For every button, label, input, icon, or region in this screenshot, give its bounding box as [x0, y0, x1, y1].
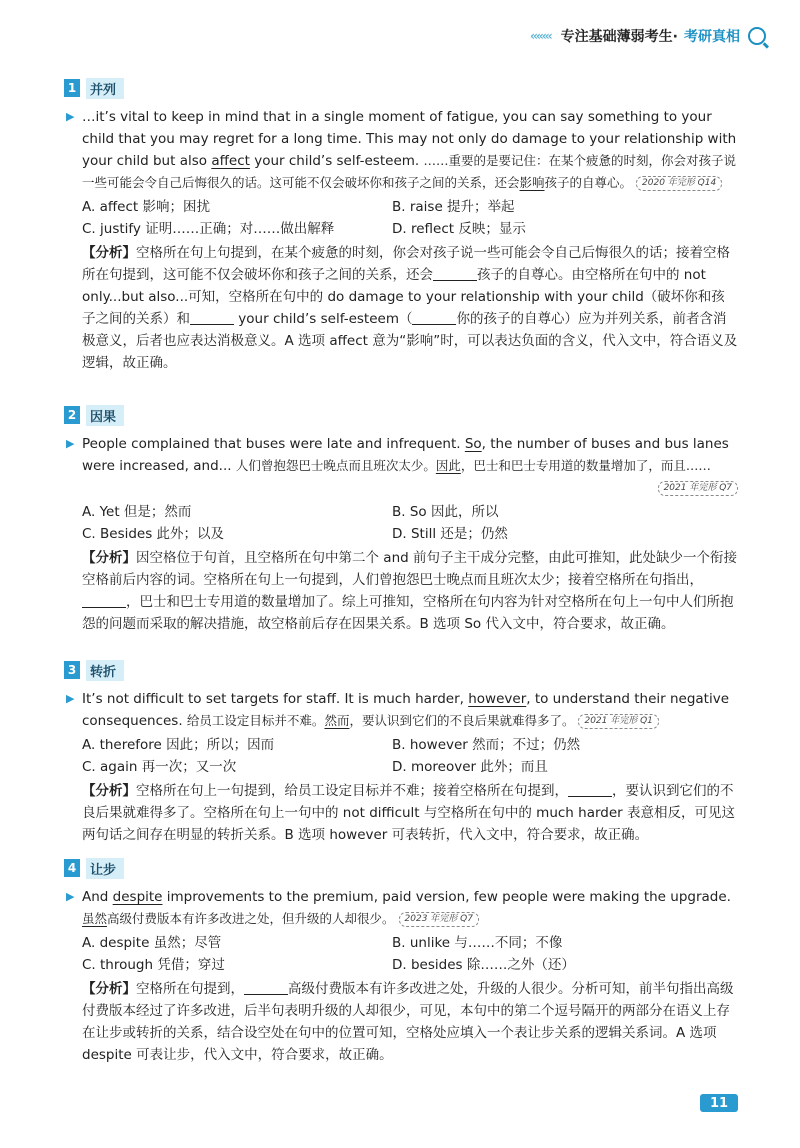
blank — [433, 268, 477, 281]
option-c: C. through 凭借；穿过 — [82, 957, 225, 973]
analysis-tag: 【分析】 — [82, 550, 136, 566]
analysis — [64, 978, 738, 1066]
analysis-text: 孩子的自尊心。由空格所在句中的 not only...but also...可知，空格所在句中的 do damage to your relationship with your child（破坏你和孩子之间的关系）和 — [82, 267, 725, 327]
section-number: 4 — [64, 859, 80, 877]
page-number: 11 — [700, 1094, 738, 1112]
section-3 — [64, 660, 738, 846]
chinese-text: 孩子的自尊心。 — [544, 175, 633, 190]
section-label: 转折 — [86, 660, 124, 681]
bullet-icon: ▶ — [66, 890, 75, 903]
english-text: , the number of buses and bus lanes were increased, and... — [82, 436, 729, 474]
chinese-text: ，要认识到它们的不良后果就难得多了。 — [349, 713, 575, 728]
analysis-text: 空格所在句上句提到，在某个疲惫的时刻，你会对孩子说一些可能会令自己后悔很久的话；接着空格所在句提到，这可能不仅会破坏你和孩子之间的关系，还会 — [82, 245, 730, 283]
analysis-tag: 【分析】 — [82, 783, 136, 799]
example-paragraph — [64, 433, 738, 499]
section-number: 1 — [64, 79, 80, 97]
analysis-text: 因空格位于句首，且空格所在句中第二个 and 前句子主干成分完整，由此可推知，此处缺少一个衔接空格前后内容的词。空格所在句上一句提到，人们曾抱怨巴士晚点而且班次太少；接着空格所在句指出， — [82, 550, 737, 588]
options — [64, 734, 738, 778]
option-b: B. however 然而；不过；仍然 — [392, 737, 581, 753]
chinese-keyword: 影响 — [519, 175, 545, 190]
analysis-text: ，要认识到它们的不良后果就难得多了。空格所在句上一句中的 not difficult 与空格所在句中的 much harder 表意相反，可见这两句话之间存在明显的转折关系。B 选项 however 可表转折，代入文中，符合要求，故正确。 — [82, 783, 736, 843]
option-a: A. affect 影响；困扰 — [82, 199, 210, 215]
analysis-text: 高级付费版本有许多改进之处，升级的人很少。分析可知，前半句指出高级付费版本经过了许多改进，后半句表明升级的人却很少，可见，本句中的第二个逗号隔开的两部分在语义上存在让步或转折的关系，结合设空处在句中的位置可知，空格处应填入一个表让步关系的逻辑关系词。A 选项 despite 可表让步，代入文中，符合要求，故正确。 — [82, 981, 734, 1063]
options — [64, 932, 738, 976]
section-title — [64, 405, 738, 425]
blank — [82, 595, 126, 608]
option-b: B. raise 提升；举起 — [392, 199, 515, 215]
header-title: 专注基础薄弱考生· — [560, 29, 678, 45]
analysis-text: your child’s self-esteem（ — [234, 311, 413, 327]
option-c: C. Besides 此外；以及 — [82, 526, 225, 542]
analysis-text: 空格所在句上一句提到，给员工设定目标并不难；接着空格所在句提到， — [136, 783, 568, 799]
option-d: D. Still 还是；仍然 — [392, 526, 508, 542]
option-c: C. justify 证明……正确；对……做出解释 — [82, 221, 335, 237]
header-title-accent: 考研真相 — [684, 29, 740, 45]
english-text: And — [82, 889, 113, 905]
analysis-tag: 【分析】 — [82, 981, 136, 997]
english-text: …it’s vital to keep in mind that in a single moment of fatigue, you can say something to your child that you may regret for a long time. This may not only do damage to your relationship with your child but also — [82, 109, 737, 169]
source-tag: 2021 年完形 Q7 — [658, 481, 738, 496]
analysis-text: 你的孩子的自尊心）应为并列关系，前者含消极意义，后者也应表达消极意义。A 选项 affect 意为“影响”时，可以表达负面的含义，代入文中，符合语义及逻辑，故正确。 — [82, 311, 738, 371]
section-number: 2 — [64, 406, 80, 424]
section-label: 让步 — [86, 858, 124, 879]
chinese-keyword: 虽然 — [82, 911, 108, 926]
english-text: , to understand their negative consequences. — [82, 691, 730, 729]
chinese-keyword: 然而 — [324, 713, 350, 728]
section-1 — [64, 78, 738, 374]
english-text: People complained that buses were late and infrequent. — [82, 436, 465, 452]
bullet-icon: ▶ — [66, 110, 75, 123]
section-4 — [64, 858, 738, 1066]
keyword: So — [464, 436, 482, 452]
option-a: A. therefore 因此；所以；因而 — [82, 737, 275, 753]
analysis — [64, 547, 738, 635]
chinese-text: ，巴士和巴士专用道的数量增加了，而且…… — [460, 458, 711, 473]
option-d: D. reflect 反映；显示 — [392, 221, 526, 237]
blank — [244, 982, 288, 995]
section-title — [64, 78, 738, 98]
keyword: affect — [211, 153, 250, 169]
option-a: A. Yet 但是；然而 — [82, 504, 192, 520]
options — [64, 501, 738, 545]
source-tag: 2020 年完形 Q14 — [636, 176, 722, 191]
chinese-keyword: 因此 — [435, 458, 461, 473]
english-text: your child’s self-esteem. — [249, 153, 424, 169]
analysis-text: ，巴士和巴士专用道的数量增加了。综上可推知，空格所在句内容为针对空格所在句上一句中人们所抱怨的问题而采取的解决措施，故空格前后存在因果关系。B 选项 So 代入文中，符合要求，故正确。 — [82, 594, 734, 632]
chinese-text: 给员工设定目标并不难。 — [186, 713, 325, 728]
blank — [568, 784, 612, 797]
analysis-text: 空格所在句提到， — [136, 981, 244, 997]
section-label: 并列 — [86, 78, 124, 99]
option-c: C. again 再一次；又一次 — [82, 759, 237, 775]
section-title — [64, 858, 738, 878]
english-text: improvements to the premium, paid version, few people were making the upgrade. — [162, 889, 731, 905]
options — [64, 196, 738, 240]
option-d: D. besides 除……之外（还） — [392, 957, 575, 973]
analysis — [64, 780, 738, 846]
english-text: It’s not difficult to set targets for staff. It is much harder, — [82, 691, 469, 707]
search-icon — [748, 27, 766, 45]
keyword: however — [468, 691, 527, 707]
keyword: despite — [112, 889, 163, 905]
chinese-text: 高级付费版本有许多改进之处，但升级的人却很少。 — [107, 911, 395, 926]
page-header — [530, 26, 766, 46]
example-paragraph — [64, 886, 738, 930]
section-title — [64, 660, 738, 680]
source-tag: 2021 年完形 Q1 — [578, 714, 658, 729]
example-paragraph — [64, 106, 738, 194]
arrows-decoration: ‹‹‹‹‹‹‹ — [530, 29, 551, 43]
bullet-icon: ▶ — [66, 692, 75, 705]
blank — [190, 312, 234, 325]
option-b: B. So 因此，所以 — [392, 504, 499, 520]
option-d: D. moreover 此外；而且 — [392, 759, 548, 775]
option-a: A. despite 虽然；尽管 — [82, 935, 222, 951]
section-number: 3 — [64, 661, 80, 679]
source-tag: 2023 年完形 Q7 — [399, 912, 479, 927]
analysis — [64, 242, 738, 374]
section-2 — [64, 405, 738, 635]
option-b: B. unlike 与……不同；不像 — [392, 935, 563, 951]
analysis-tag: 【分析】 — [82, 245, 136, 261]
chinese-text: 人们曾抱怨巴士晚点而且班次太少。 — [235, 458, 436, 473]
blank — [412, 312, 456, 325]
section-label: 因果 — [86, 405, 124, 426]
chinese-text: ……重要的是要记住：在某个疲惫的时刻，你会对孩子说一些可能会令自己后悔很久的话。这可能不仅会破坏你和孩子之间的关系，还会 — [82, 153, 736, 190]
example-paragraph — [64, 688, 738, 732]
bullet-icon: ▶ — [66, 437, 75, 450]
